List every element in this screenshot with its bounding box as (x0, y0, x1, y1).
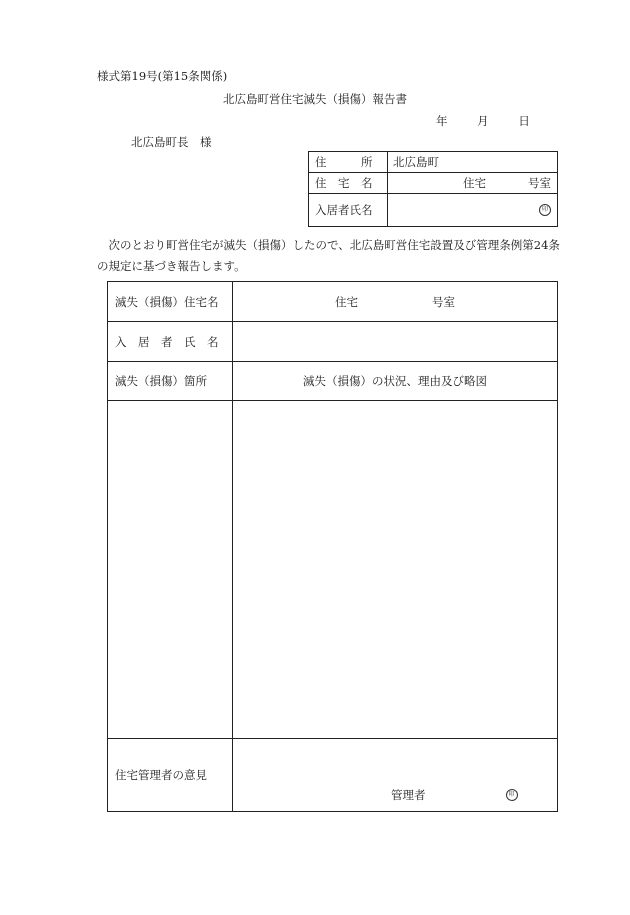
report-table (107, 281, 558, 812)
resident-name-label: 入居者氏名 (309, 194, 388, 227)
address-field[interactable]: 北広島町 (388, 152, 558, 173)
date-day: 日 (518, 114, 530, 128)
date-year: 年 (436, 114, 448, 128)
housing-room-suffix: 号室 (528, 176, 551, 190)
document-title: 北広島町営住宅滅失（損傷）報告書 (223, 92, 407, 106)
damage-situation-field[interactable] (233, 401, 558, 739)
report-statement-text: 次のとおり町営住宅が滅失（損傷）したので、北広島町営住宅設置及び管理条例第24条の規定に基づき報告します。 (97, 238, 560, 273)
report-statement (97, 235, 567, 277)
date-line (436, 113, 530, 129)
damaged-housing-label: 滅失（損傷）住宅名 (108, 282, 233, 322)
seal-mark: 印 (539, 204, 551, 216)
housing-unit-suffix: 住宅 (335, 294, 358, 309)
housing-name-field[interactable] (388, 173, 558, 194)
seal-mark: 印 (506, 789, 518, 801)
damaged-housing-field[interactable] (233, 282, 558, 322)
damage-location-field[interactable] (108, 401, 233, 739)
manager-label: 管理者 (391, 788, 426, 802)
housing-name-label: 住 宅 名 (309, 173, 388, 194)
housing-unit-suffix: 住宅 (463, 176, 486, 190)
address-label: 住 所 (309, 152, 388, 173)
damage-situation-header: 滅失（損傷）の状況、理由及び略図 (233, 362, 558, 401)
resident-name-label: 入 居 者 氏 名 (108, 322, 233, 362)
applicant-info-table (308, 151, 558, 227)
addressee: 北広島町長 様 (131, 135, 212, 149)
housing-room-suffix: 号室 (432, 294, 455, 309)
damage-location-label: 滅失（損傷）箇所 (108, 362, 233, 401)
manager-opinion-field[interactable] (233, 739, 558, 812)
date-month: 月 (477, 114, 489, 128)
resident-name-field[interactable] (233, 322, 558, 362)
manager-opinion-label: 住宅管理者の意見 (108, 739, 233, 812)
resident-name-field[interactable] (388, 194, 558, 227)
form-number: 様式第19号(第15条関係) (97, 69, 228, 83)
